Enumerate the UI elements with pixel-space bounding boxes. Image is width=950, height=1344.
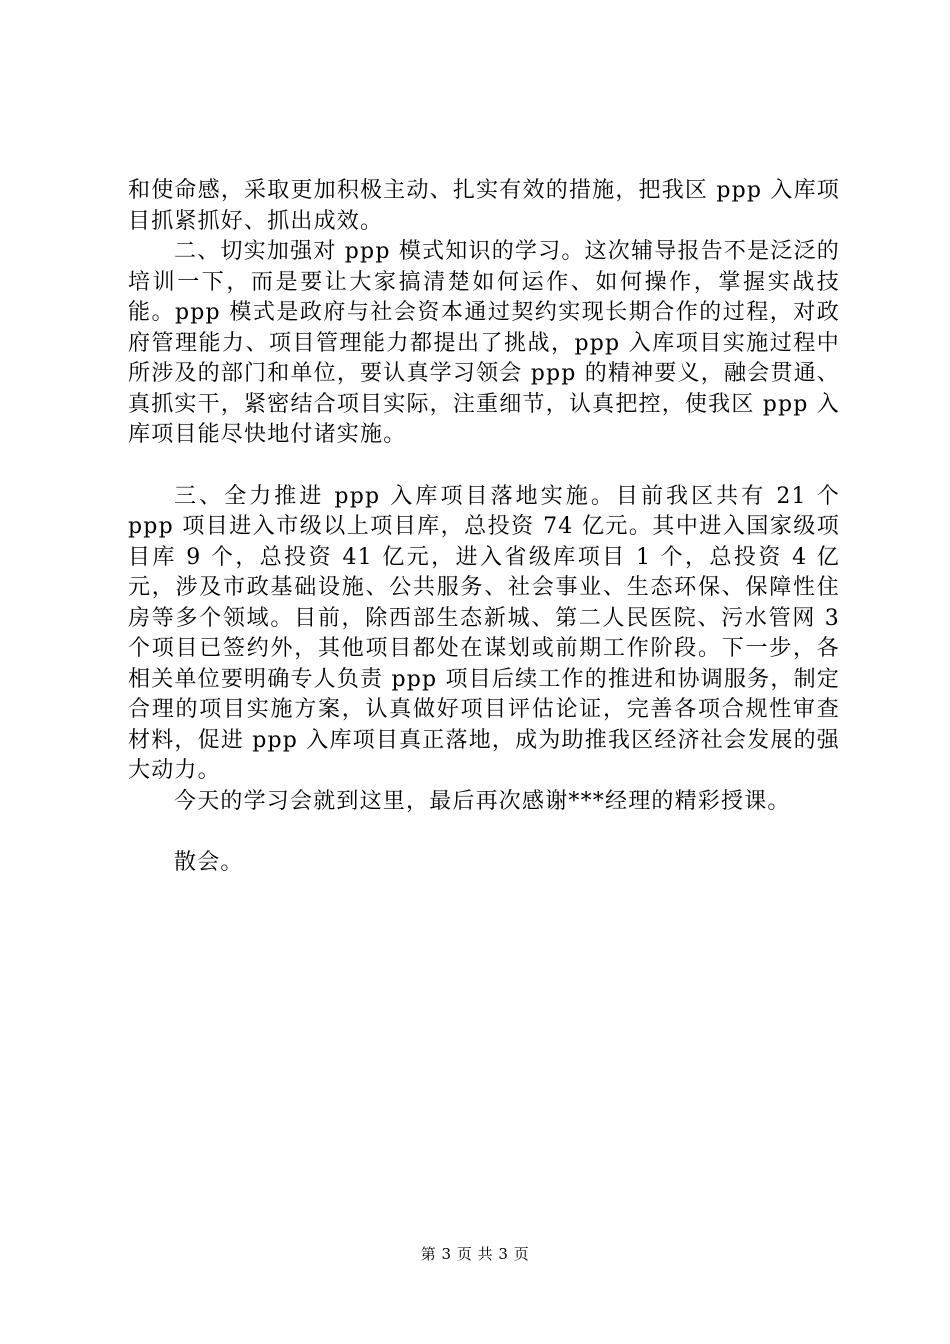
document-body xyxy=(128,176,840,879)
paragraph-section-three: 三、全力推进 ppp 入库项目落地实施。目前我区共有 21 个 ppp 项目进入市级以上项目库，总投资 74 亿元。其中进入国家级项目库 9 个，总投资 41 亿元，进入省级库项目 1 个，总投资 4 亿元，涉及市政基础设施、公共服务、社会事业、生态环保、保障性住房等多个领域。目前，除西部生态新城、第二人民医院、污水管网 3 个项目已签约外，其他项目都处在谋划或前期工作阶段。下一步，各相关单位要明确专人负责 ppp 项目后续工作的推进和协调服务，制定合理的项目实施方案，认真做好项目评估论证，完善各项合规性审查材料，促进 ppp 入库项目真正落地，成为助推我区经济社会发展的强大动力。 xyxy=(128,483,840,783)
paragraph-section-two: 二、切实加强对 ppp 模式知识的学习。这次辅导报告不是泛泛的培训一下，而是要让大家搞清楚如何运作、如何操作，掌握实战技能。ppp 模式是政府与社会资本通过契约实现长期合作的过程，对政府管理能力、项目管理能力都提出了挑战，ppp 入库项目实施过程中所涉及的部门和单位，要认真学习领会 ppp 的精神要义，融会贯通、真抓实干，紧密结合项目实际，注重细节，认真把控，使我区 ppp 入库项目能尽快地付诸实施。 xyxy=(128,239,840,447)
paragraph-continuation: 和使命感，采取更加积极主动、扎实有效的措施，把我区 ppp 入库项目抓紧抓好、抓出成效。 xyxy=(128,178,840,234)
paragraph-adjourn: 散会。 xyxy=(174,850,244,875)
page-footer: 第 3 页 共 3 页 xyxy=(420,1245,530,1263)
paragraph-thanks: 今天的学习会就到这里，最后再次感谢***经理的精彩授课。 xyxy=(174,788,791,814)
